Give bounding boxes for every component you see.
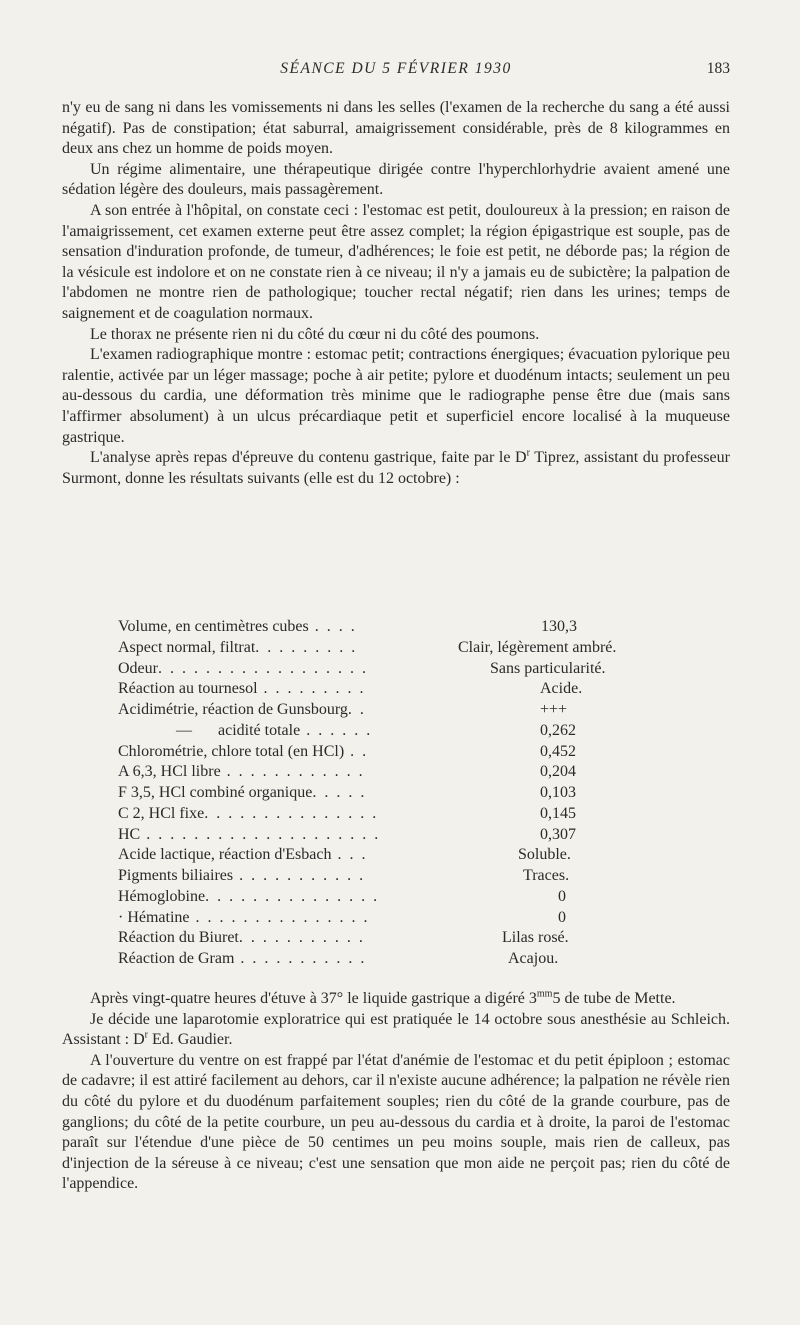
result-label: HC	[118, 825, 141, 843]
result-label: Aspect normal, filtrat	[118, 638, 256, 656]
leader-dots: . . . . . . . . . . . . . . . . . .	[157, 659, 368, 677]
result-value: 0,145	[540, 804, 576, 822]
result-label: A 6,3, HCl libre	[118, 763, 221, 781]
result-value: 0,262	[540, 721, 576, 739]
doctor-abbrev-sup: r	[144, 1029, 149, 1041]
result-label: acidité totale	[218, 721, 301, 739]
laparotomy-text: Je décide une laparotomie exploratrice qui est pratiquée le 14 octobre sous anesthésie au Schleich. Assistant : D	[62, 1010, 730, 1049]
leader-dots: . . . . . . . . . . .	[233, 867, 366, 884]
leader-dots: . . . . . . . . . . . . . . . . . . . .	[140, 825, 381, 843]
result-label: Réaction au tournesol	[118, 680, 258, 698]
result-value: Soluble.	[518, 846, 571, 864]
result-value: 0	[558, 908, 566, 926]
leader-dots: . . . . . . . . . . . .	[220, 763, 365, 781]
paragraph-radiography: L'examen radiographique montre : estomac petit; contractions énergiques; évacuation pylorique peu ralentie, activée par un léger massage; poche à air petite; pylore et duodénum intacts; seulement un peu au-dessous du cardia, une déformation très minime que le radiographe pense être due (mais sans l'affirmer absolument) à un ulcus précardiaque petit et superficiel encore localisé à la muqueuse gastrique.	[62, 346, 730, 446]
leader-dots: . . .	[331, 846, 368, 864]
paragraph-continuation: n'y eu de sang ni dans les vomissements ni dans les selles (l'examen de la recherche du sang a été aussi négatif). Pas de constipation; état saburral, amaigrissement considérable, près de 8 kilogrammes en deux ans chez un homme de poids moyen.	[62, 99, 730, 158]
etuve-text: Après vingt-quatre heures d'étuve à 37° le liquide gastrique a digéré 3	[90, 990, 537, 1007]
result-row	[118, 659, 693, 680]
result-row	[118, 742, 693, 763]
result-value: 0,204	[540, 763, 576, 781]
leader-dots: . . . . .	[312, 784, 367, 801]
result-label: Acide lactique, réaction d'Esbach	[118, 846, 332, 864]
paragraph-thorax: Le thorax ne présente rien ni du côté du cœur ni du côté des poumons.	[90, 325, 540, 343]
leader-dots: . . . . . . . . .	[257, 680, 366, 698]
leader-dots: . . . . . . . . . . .	[234, 950, 367, 967]
result-row	[118, 638, 693, 659]
paragraph-analysis-intro	[62, 448, 730, 489]
result-row	[118, 949, 693, 970]
doctor-abbrev-sup: r	[526, 447, 530, 459]
result-label: C 2, HCl fixe	[118, 804, 205, 822]
result-row	[118, 679, 693, 700]
result-label: Réaction du Biuret	[118, 929, 239, 947]
result-row	[118, 908, 693, 929]
leader-dots: . . . . . .	[300, 721, 373, 739]
body-text	[62, 98, 730, 489]
paragraph-regime: Un régime alimentaire, une thérapeutique dirigée contre l'hyperchlorhydrie avaient amené une sédation légère des douleurs, mais passagèrement.	[62, 160, 730, 199]
paragraph-hospital-exam: A son entrée à l'hôpital, on constate ceci : l'estomac est petit, douloureux à la pression; en raison de l'amaigrissement, cet examen externe peut être assez complet; la région épigastrique est souple, pas de sensation d'induration profonde, de tumeur, d'adhérences; le foie est petit, ne déborde pas; la région de la vésicule est indolore et on ne constate rien à ce niveau; il n'y a jamais eu de subictère; la palpation de l'abdomen ne montre rien de pathologique; toucher rectal négatif; rien dans les urines; temps de saignement et de coagulation normaux.	[62, 201, 730, 322]
result-value: 0,452	[540, 742, 576, 760]
result-row	[118, 887, 693, 908]
result-value: Clair, légèrement ambré.	[458, 638, 617, 656]
result-value: Acide.	[540, 680, 583, 698]
laparotomy-text-end: Ed. Gaudier.	[148, 1031, 233, 1049]
leader-dots: . . . . . . . . . . . . . . .	[189, 908, 370, 926]
page-header	[62, 60, 730, 86]
leader-dots: . . . . . . . . . . . . . . .	[205, 887, 380, 905]
result-value: Lilas rosé.	[502, 929, 569, 947]
ditto-dash: —	[176, 721, 192, 739]
analysis-intro-text-end: Tiprez, assistant du professeur Surmont, donne les résultats suivants (elle est du 12 octobre) :	[62, 449, 730, 487]
result-row	[118, 845, 693, 866]
paragraph-laparotomy	[62, 1010, 730, 1051]
result-row	[118, 617, 693, 638]
leader-dots: . . . . . . . . . . .	[238, 929, 365, 947]
analysis-intro-text: L'analyse après repas d'épreuve du contenu gastrique, faite par le D	[90, 449, 527, 467]
result-row	[118, 804, 693, 825]
running-title: SÉANCE DU 5 FÉVRIER 1930	[280, 60, 512, 77]
result-value: +++	[540, 701, 568, 718]
result-label: · Hématine	[118, 908, 190, 926]
result-label: Odeur	[118, 659, 158, 677]
result-value: 0,103	[540, 784, 576, 801]
result-row	[118, 762, 693, 783]
leader-dots: . .	[347, 701, 366, 718]
result-row	[118, 825, 693, 846]
result-row	[118, 928, 693, 949]
closing-text	[62, 989, 730, 1195]
result-label: F 3,5, HCl combiné organique	[118, 784, 313, 801]
page-number: 183	[706, 60, 730, 77]
result-label: Pigments biliaires	[118, 867, 234, 884]
result-row	[118, 866, 693, 887]
leader-dots: . . . . . . . . . . . . . . .	[204, 804, 379, 822]
leader-dots: . . . . . . . . .	[255, 638, 358, 656]
result-value: Acajou.	[508, 950, 559, 967]
result-value: 130,3	[541, 618, 577, 635]
result-label: Chlorométrie, chlore total (en HCl)	[118, 742, 345, 760]
leader-dots: . .	[344, 742, 369, 760]
result-label: Acidimétrie, réaction de Gunsbourg	[118, 701, 348, 718]
mm-sup: mm	[536, 988, 553, 1000]
paragraph-etuve	[62, 989, 730, 1010]
result-value: 0	[558, 887, 566, 905]
result-label: Hémoglobine	[118, 887, 206, 905]
result-row	[118, 783, 693, 804]
result-label: Volume, en centimètres cubes	[118, 618, 309, 635]
result-value: Sans particularité.	[490, 659, 606, 677]
result-label: Réaction de Gram	[118, 950, 235, 967]
result-row	[118, 700, 693, 721]
leader-dots: . . . .	[308, 618, 357, 635]
results-table	[118, 617, 693, 970]
result-row	[118, 721, 693, 742]
result-value: Traces.	[523, 867, 570, 884]
paragraph-opening: A l'ouverture du ventre on est frappé par l'état d'anémie de l'estomac et du petit épiploon ; estomac de cadavre; il est attiré facilement au dehors, car il n'existe aucune adhérence; la palpation ne révèle rien du côté du pylore et du duodénum parfaitement souples; rien du côté de la grande courbure, pas de ganglions; du côté de la petite courbure, un peu au-dessous du cardia et à droite, la paroi de l'estomac paraît sur l'étendue d'une pièce de 50 centimes un peu moins souple, mais rien de calleux, pas d'injection de la séreuse à ce niveau; c'est une sensation que mon aide ne perçoit pas; rien du côté de l'appendice.	[62, 1051, 730, 1193]
result-value: 0,307	[540, 825, 576, 843]
etuve-text-end: 5 de tube de Mette.	[552, 990, 676, 1007]
